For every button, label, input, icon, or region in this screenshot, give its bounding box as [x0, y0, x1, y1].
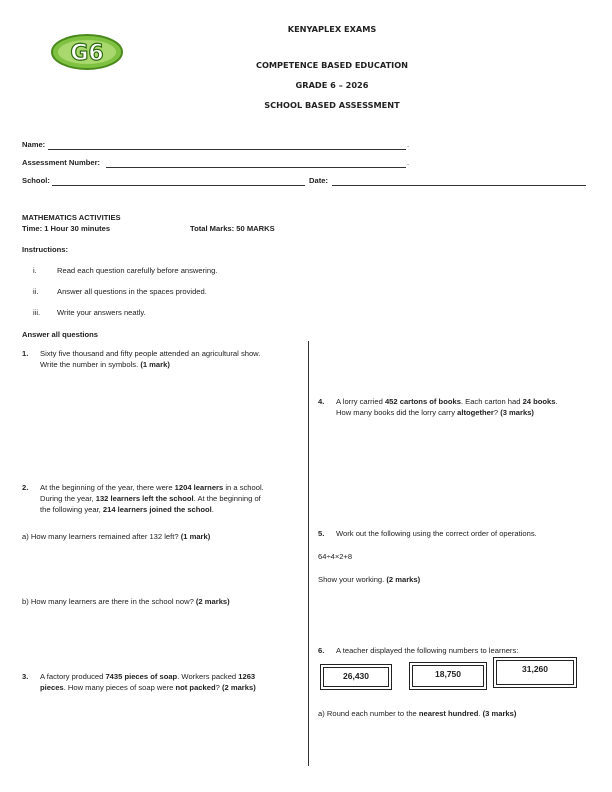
assessment-number-field[interactable] — [106, 167, 406, 168]
q6a-text: a) Round each number to the nearest hundred. (3 marks) — [318, 709, 517, 718]
q1-line1: Sixty five thousand and fifty people attended an agricultural show. — [40, 349, 261, 358]
q5-line1: Work out the following using the correct order of operations. — [336, 529, 537, 538]
q3-line2: pieces. How many pieces of soap were not packed? (2 marks) — [40, 683, 256, 692]
q2-line2: During the year, 132 learners left the school. At the beginning of — [40, 494, 261, 503]
header-grade: GRADE 6 – 2026 — [295, 80, 369, 90]
q3-line1: A factory produced 7435 pieces of soap. Workers packed 1263 — [40, 672, 256, 681]
school-label: School: — [22, 176, 50, 185]
header-assessment: SCHOOL BASED ASSESSMENT — [264, 100, 400, 110]
q2b-text: b) How many learners are there in the school now? (2 marks) — [22, 597, 230, 606]
q4-number: 4. — [318, 397, 325, 406]
q2a-text: a) How many learners remained after 132 left? (1 mark) — [22, 532, 211, 541]
instruction-text: Read each question carefully before answering. — [57, 266, 218, 275]
date-field[interactable] — [332, 185, 586, 186]
q1-number: 1. — [22, 349, 29, 358]
q2-number: 2. — [22, 483, 29, 492]
subject-time: Time: 1 Hour 30 minutes — [22, 224, 111, 233]
number-box — [409, 662, 487, 690]
answer-all-heading: Answer all questions — [22, 330, 98, 339]
number-box-value: 26,430 — [323, 667, 389, 687]
header-org: KENYAPLEX EXAMS — [287, 24, 377, 34]
name-label: Name: — [22, 140, 46, 149]
header-program: COMPETENCE BASED EDUCATION — [255, 60, 409, 70]
number-box — [493, 657, 577, 688]
q5-expression: 64÷4×2+8 — [318, 552, 353, 561]
subject-title: MATHEMATICS ACTIVITIES — [22, 213, 121, 222]
number-box-value: 31,260 — [496, 660, 574, 685]
assessment-number-label: Assessment Number: — [22, 158, 101, 167]
q4-line2: How many books did the lorry carry altogether? (3 marks) — [336, 408, 534, 417]
q4-line1: A lorry carried 452 cartons of books. Each carton had 24 books. — [336, 397, 558, 406]
instruction-num: i. — [33, 266, 37, 275]
q2-line1: At the beginning of the year, there were 1204 learners in a school. — [40, 483, 264, 492]
q1-line2: Write the number in symbols. (1 mark) — [40, 360, 170, 369]
q5-number: 5. — [318, 529, 325, 538]
number-box-value: 18,750 — [412, 665, 484, 687]
subject-total-marks: Total Marks: 50 MARKS — [190, 224, 275, 233]
instructions-heading: Instructions: — [22, 245, 68, 254]
q6-line1: A teacher displayed the following numbers to learners: — [336, 646, 519, 655]
instruction-num: ii. — [33, 287, 39, 296]
logo-text: G6 — [70, 41, 104, 66]
instruction-num: iii. — [33, 308, 41, 317]
number-box — [320, 664, 392, 690]
g6-logo — [50, 33, 124, 71]
name-field[interactable] — [48, 149, 406, 150]
q5-line3: Show your working. (2 marks) — [318, 575, 421, 584]
school-field[interactable] — [52, 185, 305, 186]
q6-number: 6. — [318, 646, 325, 655]
date-label: Date: — [309, 176, 328, 185]
q3-number: 3. — [22, 672, 29, 681]
name-end-dot: . — [407, 140, 410, 149]
instruction-text: Answer all questions in the spaces provided. — [57, 287, 207, 296]
instruction-text: Write your answers neatly. — [57, 308, 146, 317]
column-divider — [308, 341, 309, 766]
q2-line3: the following year, 214 learners joined the school. — [40, 505, 214, 514]
assessment-end-dot: . — [407, 158, 410, 167]
